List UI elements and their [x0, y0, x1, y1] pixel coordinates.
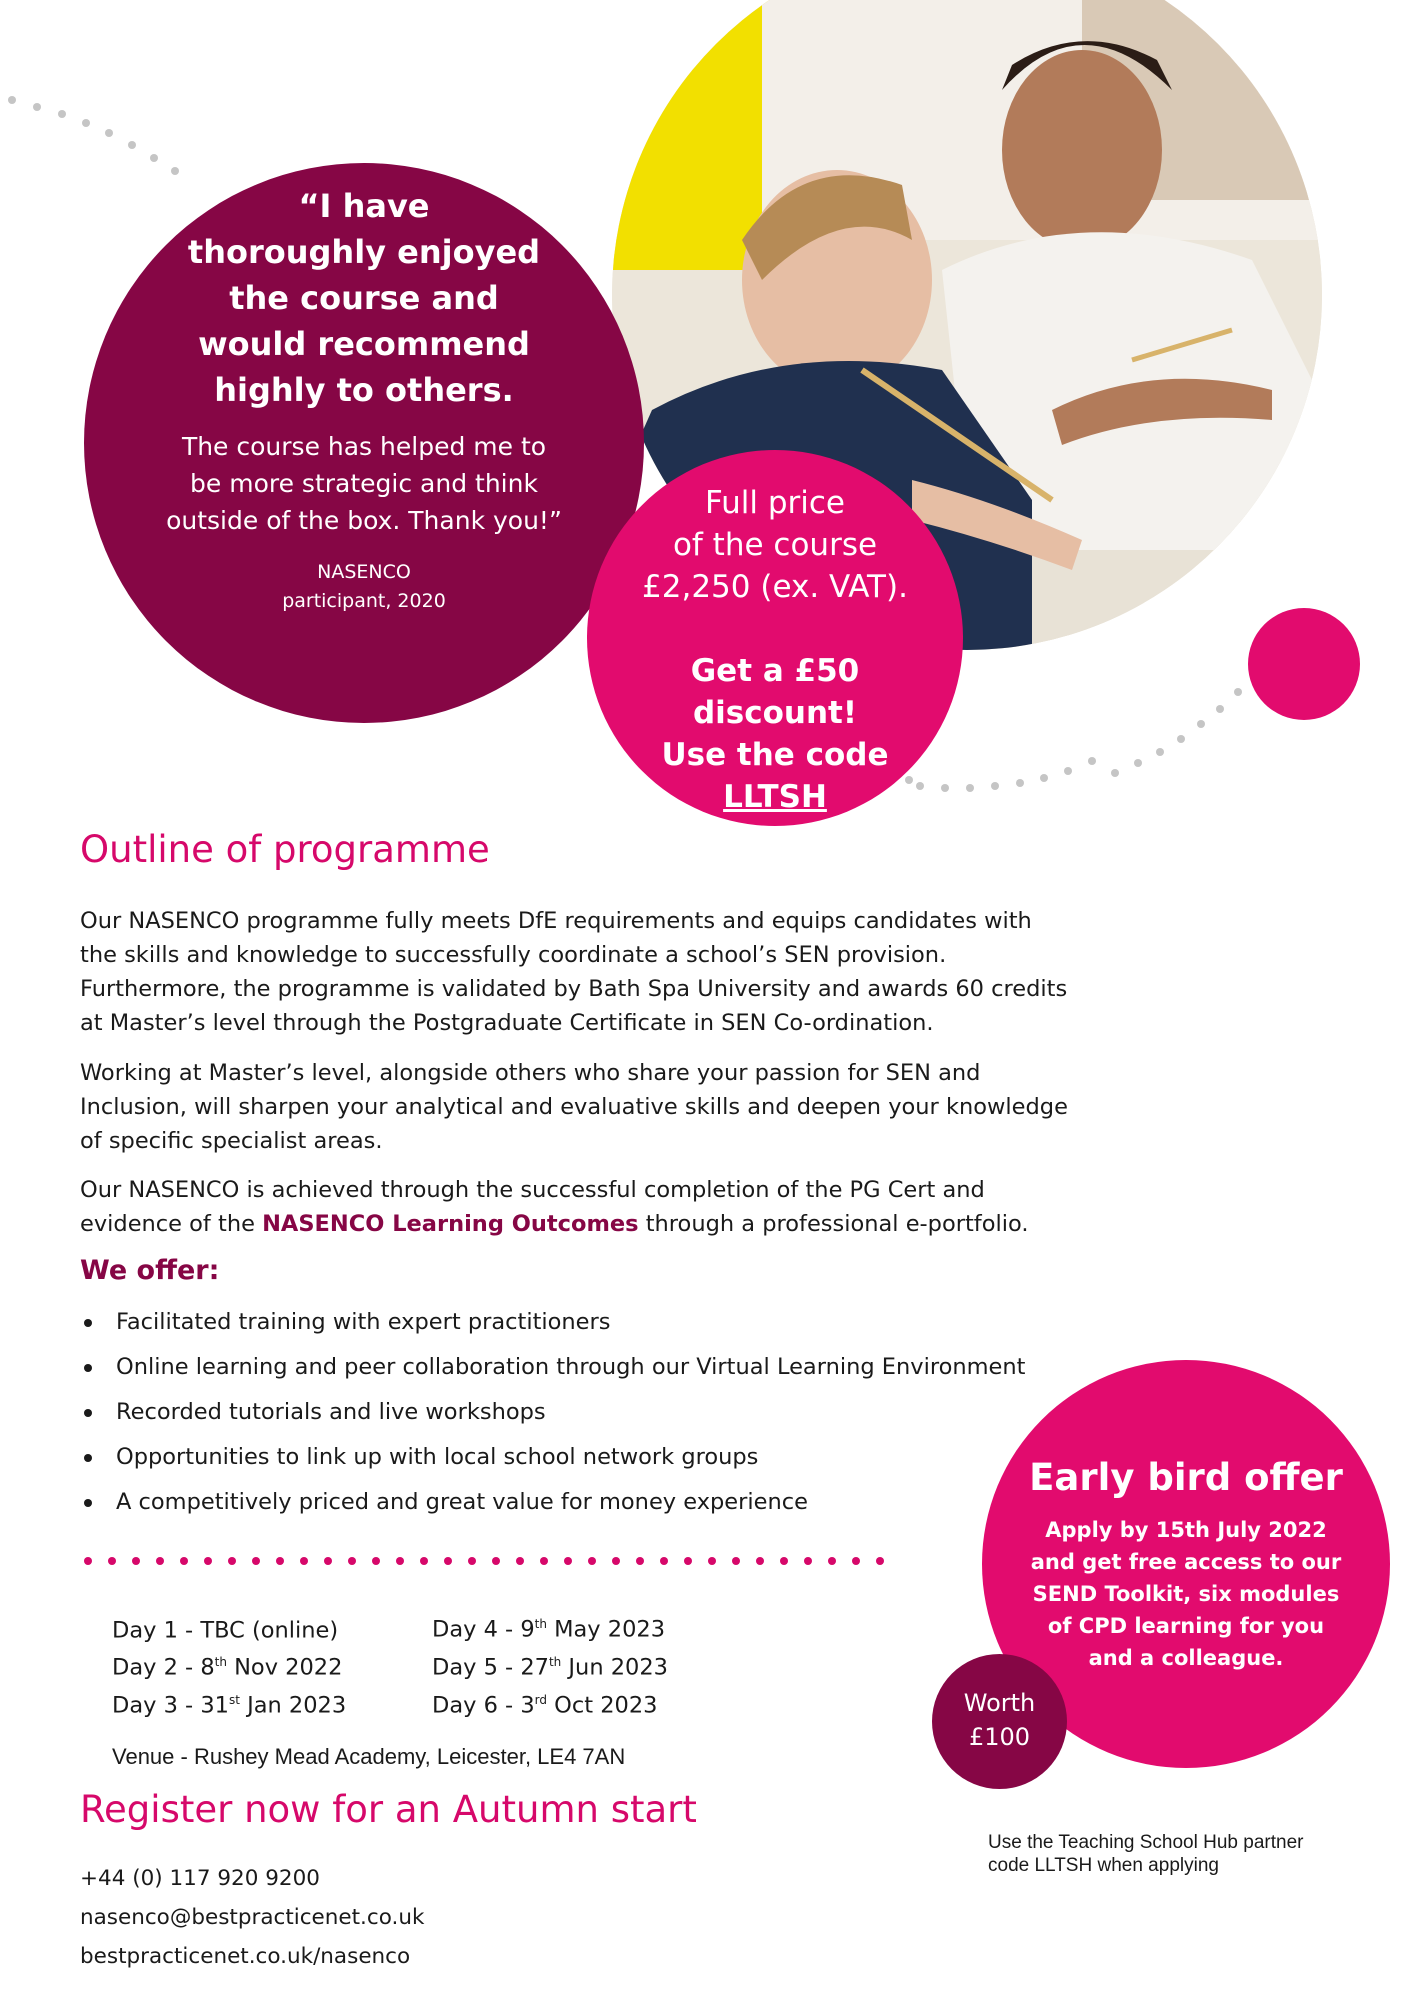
list-item: Online learning and peer collaboration through our Virtual Learning Environment	[80, 1345, 1080, 1390]
outline-paragraph-2: Working at Master’s level, alongside others who share your passion for SEN and Inclusion, will sharpen your analytical and evaluative skills and deepen your knowledge of specific specialist areas.	[80, 1060, 1068, 1154]
date-item: Day 4 - 9th May 2023	[432, 1616, 666, 1643]
outline-paragraph-3: Our NASENCO is achieved through the successful completion of the PG Cert and evidence of the NASENCO Learning Outcomes through a professional e-portfolio.	[80, 1177, 1029, 1237]
website-link[interactable]: bestpracticenet.co.uk/nasenco	[80, 1944, 411, 1969]
early-bird-title: Early bird offer	[1029, 1456, 1343, 1499]
discount-code-link[interactable]: LLTSH	[723, 779, 827, 815]
partner-code-note: Use the Teaching School Hub partner code LLTSH when applying	[988, 1832, 1304, 1876]
date-item: Day 3 - 31st Jan 2023	[112, 1692, 347, 1719]
outline-paragraph-1: Our NASENCO programme fully meets DfE requirements and equips candidates with the skills and knowledge to successfully coordinate a school’s SEN provision. Furthermore, the programme is validated by Bath Spa University and awards 60 credits at Master’s level through the Postgraduate Certificate in SEN Co-ordination.	[80, 908, 1068, 1036]
outline-heading: Outline of programme	[80, 828, 490, 871]
price-circle	[587, 450, 963, 826]
date-item: Day 5 - 27th Jun 2023	[432, 1654, 668, 1681]
date-item: Day 6 - 3rd Oct 2023	[432, 1692, 658, 1719]
list-item: Facilitated training with expert practitioners	[80, 1300, 1080, 1345]
list-item: Opportunities to link up with local school network groups	[80, 1435, 1080, 1480]
worth-badge: Worth £100	[932, 1654, 1067, 1789]
early-bird-text: Apply by 15th July 2022 and get free access to our SEND Toolkit, six modules of CPD learning for you and a colleague.	[1030, 1518, 1342, 1670]
testimonial-quote: “I have thoroughly enjoyed the course and would recommend highly to others.	[187, 187, 541, 409]
register-heading: Register now for an Autumn start	[80, 1788, 697, 1831]
learning-outcomes-link[interactable]: NASENCO Learning Outcomes	[262, 1211, 639, 1237]
date-item: Day 1 - TBC (online)	[112, 1617, 339, 1644]
offers-list	[80, 1300, 1080, 1525]
email-link[interactable]: nasenco@bestpracticenet.co.uk	[80, 1905, 425, 1930]
price-text: Full price of the course £2,250 (ex. VAT).	[642, 485, 908, 605]
testimonial-attribution: NASENCO participant, 2020	[282, 561, 446, 612]
list-item: A competitively priced and great value for money experience	[80, 1480, 1080, 1525]
phone-link[interactable]: +44 (0) 117 920 9200	[80, 1866, 320, 1891]
offers-heading: We offer:	[80, 1255, 220, 1286]
testimonial-circle	[84, 163, 644, 723]
list-item: Recorded tutorials and live workshops	[80, 1390, 1080, 1435]
date-item: Day 2 - 8th Nov 2022	[112, 1654, 343, 1681]
venue-text: Venue - Rushey Mead Academy, Leicester, LE4 7AN	[112, 1744, 626, 1769]
discount-text: Get a £50 discount! Use the code LLTSH	[607, 650, 943, 818]
decorative-pink-circle	[1248, 608, 1360, 720]
testimonial-detail: The course has helped me to be more strategic and think outside of the box. Thank you!”	[166, 432, 562, 535]
